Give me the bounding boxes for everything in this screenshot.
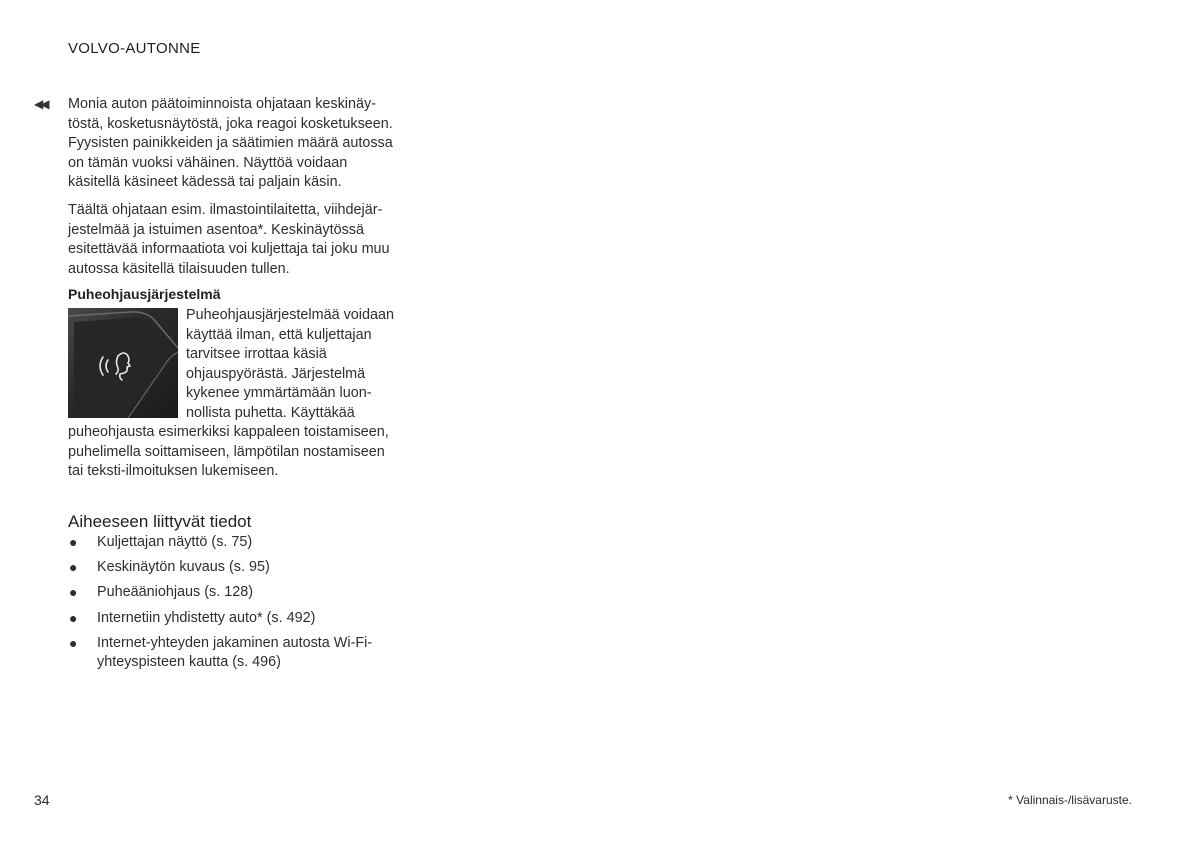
related-item[interactable] [68, 634, 398, 673]
related-item[interactable] [68, 583, 398, 603]
related-item[interactable] [68, 609, 398, 629]
double-left-arrow-icon: ◀◀ [34, 97, 47, 111]
bullet-icon: ● [69, 559, 78, 576]
bullet-icon: ● [69, 534, 78, 550]
related-item[interactable] [68, 533, 398, 553]
bullet-icon: ● [69, 609, 78, 626]
intro-paragraph-1: Monia auton päätoiminnoista ohjataan keskinäytöstä, kosketusnäytöstä, joka reagoi kosketukseen. Fyysisten painikkeiden ja säätimien määrä autossa on tämän vuoksi vähäinen. Näyttöä voidaan käsitellä käsineet kädessä tai paljain käsin. [68, 96, 393, 191]
related-item-text[interactable]: Keskinäytön kuvaus (s. 95) [97, 559, 270, 576]
intro-paragraph-2: Täältä ohjataan esim. ilmastointilaitetta, viihdejärjestelmää ja istuimen asentoa*. Keskinäytössä esitettävää informaatiota voi kuljettaja tai joku muu autossa käsitellä tilaisuuden tullen. [68, 202, 390, 277]
related-list [68, 533, 398, 679]
related-item-text[interactable]: Puheääniohjaus (s. 128) [97, 584, 254, 601]
bullet-icon: ● [69, 584, 78, 601]
related-item-text[interactable]: Internet-yhteyden jakaminen autosta Wi-Fi-yhteyspisteen kautta (s. 496) [97, 634, 373, 671]
related-heading: Aiheeseen liittyvät tiedot [68, 512, 252, 531]
bullet-icon: ● [69, 634, 78, 651]
voice-section-text: Puheohjausjärjestelmää voidaan käyttää ilman, että kuljettajan tarvitsee irrottaa käsiä ohjauspyörästä. Järjestelmä kykenee ymmärtämään luonnollista puhetta. Käyttäkää puheohjausta esimerkiksi kappaleen toistamiseen, puhelimella soittamiseen, lämpötilan nostamiseen tai teksti-ilmoituksen lukemiseen. [68, 307, 395, 479]
voice-button-image [68, 308, 178, 418]
section-title: VOLVO-AUTONNE [68, 40, 201, 57]
related-item-text[interactable]: Kuljettajan näyttö (s. 75) [97, 534, 253, 550]
related-item[interactable] [68, 558, 398, 578]
related-item-text[interactable]: Internetiin yhdistetty auto* (s. 492) [97, 609, 316, 626]
page-number: 34 [34, 792, 50, 808]
voice-section-heading: Puheohjausjärjestelmä [68, 286, 221, 302]
footnote: * Valinnais-/lisävaruste. [1008, 793, 1132, 807]
voice-control-icon [68, 308, 178, 418]
voice-section [68, 306, 396, 482]
